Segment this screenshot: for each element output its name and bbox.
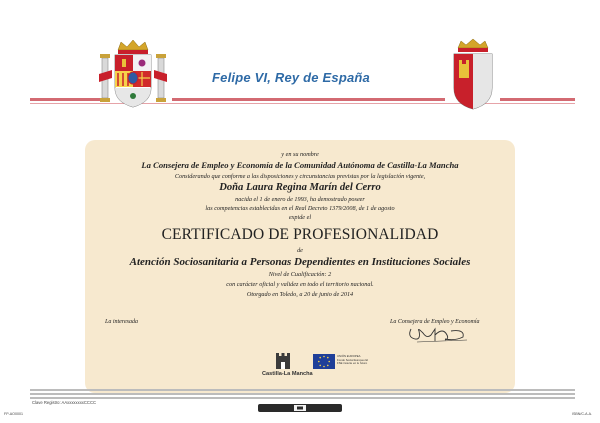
eu-logo-text: UNIÓN EUROPEA Fondo Social Europeo El FSE invierte en tu futuro: [337, 354, 368, 366]
registry-code: Clave Registro: AAxxxxxxxxCCCC: [32, 400, 96, 405]
header-stripe-left: [30, 98, 102, 101]
signature-label-consejera: La Consejera de Empleo y Economía: [390, 319, 480, 325]
header-stripe-right: [500, 98, 575, 101]
spain-coat-of-arms-icon: [98, 38, 168, 110]
royal-title: Felipe VI, Rey de España: [212, 70, 370, 85]
validity-line: con carácter oficial y validez en todo el territorio nacional.: [226, 281, 374, 288]
castilla-la-mancha-logo-icon: [274, 350, 292, 370]
barcode-band-icon: [258, 402, 342, 414]
clm-logo-label: Castilla-La Mancha: [262, 371, 313, 377]
issuer-line: La Consejera de Empleo y Economía de la Comunidad Autónoma de Castilla-La Mancha: [141, 160, 459, 170]
eu-flag-icon: [313, 354, 335, 369]
castilla-la-mancha-arms-icon: [450, 38, 496, 110]
footer-left-code: FP-AO0001: [4, 412, 23, 416]
de-line: de: [297, 247, 303, 254]
footer-right-code: ISBN/C-A.A.: [572, 412, 592, 416]
considering-line: Considerando que conforme a las disposiciones y circunstancias previstas por la legislación vigente,: [174, 173, 426, 180]
signature-label-holder: La interesada: [105, 319, 138, 325]
issued-line: Otorgado en Toledo, a 20 de junio de 2014: [246, 291, 354, 298]
birth-line: nacida el 1 de enero de 1993, ha demostrado poseer: [235, 196, 365, 203]
header-stripe-main: [172, 98, 445, 101]
document-type: CERTIFICADO DE PROFESIONALIDAD: [161, 226, 439, 243]
expide-line: expide el: [288, 214, 312, 221]
footer-bar-low: [30, 397, 575, 399]
course-title: Atención Sociosanitaria a Personas Dependientes en Instituciones Sociales: [129, 256, 471, 268]
level-line: Nivel de Cualificación: 2: [268, 271, 332, 278]
decree-line: las competencias establecidas en el Real Decreto 1379/2008, de 1 de agosto: [205, 205, 395, 212]
footer-bar-top: [30, 389, 575, 391]
holder-name: Doña Laura Regina Marín del Cerro: [219, 182, 381, 193]
intro-line: y en su nombre: [281, 151, 319, 158]
signature-image: [405, 325, 469, 345]
footer-bar-mid: [30, 393, 575, 395]
